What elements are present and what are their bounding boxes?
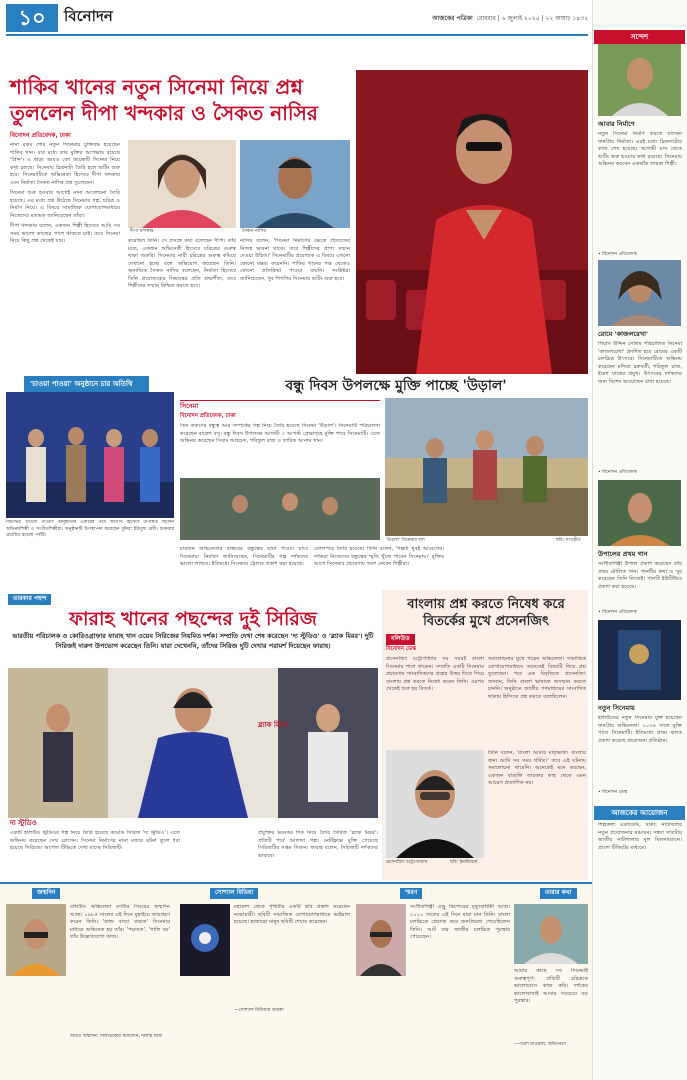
lead-byline: বিনোদন প্রতিবেদক, ঢাকা: [10, 132, 71, 139]
shakib-photo: [356, 70, 588, 374]
urall-credit: ছবি: সংগৃহীত: [556, 538, 581, 543]
dipa-photo: [128, 140, 236, 228]
urall-photo: [385, 398, 588, 536]
prosenjit-caption: প্রসেনজিৎ চট্টোপাধ্যায়: [386, 860, 428, 865]
sidebar-story-1-credit: • বিনোদন প্রতিবেদক: [598, 252, 637, 257]
footer-birthday-text: বলিউড অভিনেতা রণবীর সিংয়ের জন্মদিন আজ। ১৯৮৫ সালের এই দিনে মুম্বাইয়ে জন্মগ্রহণ করেন তিনি। 'ব্যান্ড বাজা বারাত' সিনেমার মাধ্যমে অভিষেক হয় তাঁর। 'পদ্মাবত', 'গালি বয়' তাঁর উল্লেখযোগ্য কাজ।: [70, 904, 170, 941]
sidebar-story-2-credit: • বিনোদন প্রতিবেদক: [598, 470, 637, 475]
urall-caption: 'উড়াল' সিনেমার দৃশ্য: [386, 538, 425, 543]
footer-star-title: তারার কথা: [540, 888, 577, 899]
farah-deck: ভারতীয় পরিচালক ও কোরিওগ্রাফার ফারাহ খান ওয়েব সিরিজের নিয়মিত দর্শক। সম্প্রতি দেখা শেষ করেছেন 'দ্য স্টুডিও' ও 'ব্ল্যাক মিরর'। দুটি সিরিজই দারুণ উপভোগ করেছেন তিনি। যারা দেখেননি, তাঁদের সিরিজ দুটি দেখার পরামর্শ দিয়েছেন ফারাহ।: [12, 632, 374, 650]
prosenjit-byline: বিনোদন ডেস্ক: [386, 646, 417, 652]
lead-body-col3: নাসির বলেন, 'সিনেমা নির্মাণের ক্ষেত্রে প্রত্যেকের নিজস্ব ভাবনা থাকে। তবে শিল্পীদের প্রাপ্য সম্মান দেওয়া উচিত।' সিনেমাটির প্রযোজক এ বিষয়ে এখনো কোনো মন্তব্য করেননি। শাকিব খানের পক্ষ থেকেও কোনো প্রতিক্রিয়া পাওয়া যায়নি। সংশ্লিষ্টরা জানিয়েছেন, খুব শিগগির সিনেমার শুটিং শুরু হবে।: [240, 238, 350, 282]
star-photo: [514, 904, 588, 964]
urall-tag: সিনেমা: [180, 402, 199, 410]
page-number: ১০: [6, 4, 58, 32]
sidebar-story-3-credit: • বিনোদন প্রতিবেদক: [598, 610, 637, 615]
sidebar-photo-3: [598, 480, 681, 546]
footer-memory-title: স্মরণ: [400, 888, 422, 899]
studio-label: দ্য স্টুডিও: [10, 819, 37, 827]
chaowa-photo: [6, 392, 174, 518]
urall-still: [180, 478, 380, 540]
birthday-photo: [6, 904, 66, 976]
urall-col1: তিন তরুণের বন্ধুত্ব আর সম্পর্কের গল্প নিয়ে তৈরি হয়েছে সিনেমা 'উড়াল'। সিনেমাটি পরিচালনা করেছেন রাকেশ বসু। বন্ধু দিবস উপলক্ষে আগামী ৩ আগস্ট প্রেক্ষাগৃহে মুক্তি পাবে সিনেমাটি। এতে অভিনয় করেছেন সিয়াম আহমেদ, শরিফুল রাজ ও তারিক আনাম খান।: [180, 423, 380, 445]
prosenjit-headline: [386, 596, 586, 630]
sidebar-story-4-text: হলিউডের নতুন সিনেমায় যুক্ত হয়েছেন জনপ্রিয় অভিনেতা। ২০২৬ সালে মুক্তি পাবে সিনেমাটি। ইতিমধ্যে প্রথম ঝলক প্রকাশ করেছে প্রযোজনা প্রতিষ্ঠান।: [598, 715, 682, 744]
chaowa-title: 'চাওয়া পাওয়া' অনুষ্ঠানে চার অতিথি: [24, 376, 149, 392]
farah-tag: তারকার পছন্দ: [8, 594, 51, 605]
sidebar-story-4-title: নতুন সিনেমায়: [598, 704, 635, 712]
urall-rule: [180, 400, 380, 401]
dipa-caption: দীপা খন্দকার: [130, 229, 154, 234]
prosenjit-col3: তিনি বলেন, 'বাংলা আমার মাতৃভাষা। বাংলার জন্য আমি সব সময় গর্বিত।' তবে এই ঘটনায় সমালোচনা থামেনি। অনেকেই মনে করছেন, একজন বাঙালি তারকার কাছ থেকে এমন আচরণ প্রত্যাশিত নয়।: [488, 750, 586, 787]
section-title: বিনোদন: [64, 7, 113, 25]
sidebar-story-4-credit: • বিনোদন ডেস্ক: [598, 790, 628, 795]
prosenjit-credit: ছবি: ইনস্টাগ্রাম: [450, 860, 478, 865]
lead-para-2: সিনেমা শুরু হওয়ার আগেই নানা আলোচনা তৈরি হয়েছে। এর মধ্যে প্রশ্ন উঠেছে সিনেমার গল্প, চরিত্র ও নির্মাণ নিয়ে। এ বিষয়ে সামাজিক যোগাযোগমাধ্যমে নিজেদের মতামত জানিয়েছেন তাঁরা।: [10, 190, 120, 219]
footer-memory-text: সংগীতশিল্পী এন্ড্রু কিশোরের মৃত্যুবার্ষিকী আজ। ২০২০ সালের এই দিনে মারা যান তিনি। বাংলা চলচ্চিত্রে প্লেব্যাক করে জনপ্রিয়তা পেয়েছিলেন তিনি। আট বার জাতীয় চলচ্চিত্র পুরস্কার পেয়েছেন।: [410, 904, 510, 941]
lead-headline-line-2: তুললেন দীপা খন্দকার ও সৈকত নাসির: [10, 101, 318, 125]
events-title: আজকের আয়োজন: [594, 806, 685, 820]
paper-name: আজকের পত্রিকা: [432, 15, 473, 22]
prosenjit-tag: বলিউড: [386, 634, 415, 645]
farah-photo: [8, 668, 378, 818]
memory-photo: [356, 904, 406, 976]
lead-headline-line-1: শাকিব খানের নতুন সিনেমা নিয়ে প্রশ্ন: [10, 75, 303, 99]
lead-para-3: দীপা খন্দকার বলেন, একজন শিল্পী হিসেবে আমি সব সময় ভালো কাজের পাশে থাকতে চাই। তবে সিনেমা নিয়ে কিছু প্রশ্ন থেকেই যায়।: [10, 223, 120, 245]
sidebar-photo-1: [598, 44, 681, 116]
date-text: রোববার | ৬ জুলাই ২০২৫ | ২২ আষাঢ় ১৪৩২: [476, 15, 588, 22]
studio-text: একটি হলিউড স্টুডিওর গল্প নিয়ে তৈরি হয়েছে কমেডি সিরিজ 'দ্য স্টুডিও'। এতে অভিনয় করেছেন সেথ রোগেন। সিনেমা নির্মাণের নানা মজার ঘটনা তুলে ধরা হয়েছে সিরিজে। অ্যাপল টিভিতে দেখা যাচ্ছে সিরিজটি।: [10, 830, 180, 852]
prosenjit-col1: প্রসেনজিৎ চট্টোপাধ্যায় সব সময়ই বাংলা সিনেমার পাশে থাকেন। সম্প্রতি একটি সিনেমার প্রচারণায় সাংবাদিকদের প্রশ্নের উত্তর দিতে গিয়ে বাংলায় প্রশ্ন করতে নিষেধ করেন তিনি। এরপর থেকেই শুরু হয় বিতর্ক।: [386, 656, 484, 693]
footer-birthday-credit: আরও জন্মদিন: সিলভেস্টার স্ট্যালোন, দালাই লামা: [70, 1034, 163, 1039]
urall-col2: চারজন অভিনেতার বাস্তবের বন্ধুত্বের ছায়া পাওয়া যাবে সিনেমায়। নির্মাতা জানিয়েছেন, সিনেমাটির গল্প দর্শকদের ভালো লাগবে। ইতিমধ্যে সিনেমার ট্রেলার প্রকাশ করা হয়েছে।: [180, 546, 308, 568]
social-photo: [180, 904, 230, 976]
saikat-photo: [240, 140, 350, 228]
footer-birthday-title: জন্মদিন: [32, 888, 60, 899]
lead-body-col2: করেছিল তিনি। সে প্রসঙ্গে কথা বলেছেন দীপা। তাঁর মতে, একজন অভিনেত্রী হিসেবে চরিত্রের গুরুত্ব থাকা জরুরি। সিনেমায় নারী চরিত্রের গুরুত্ব কমিয়ে দেখানো হচ্ছে বলে অভিযোগ করেছেন তিনি। অন্যদিকে সৈকত নাসির বলেছেন, নির্মাতা হিসেবে তিনি প্রযোজকের সিদ্ধান্তের প্রতি শ্রদ্ধাশীল, তবে শিল্পীদের সম্মান নিশ্চিত করতে হবে।: [128, 238, 236, 290]
sidebar-story-2-text: গিয়াস উদ্দিন সেলিম পরিচালিত সিনেমা 'কাজলরেখা' প্রদর্শিত হবে রোমের একটি চলচ্চিত্র উৎসবে। সিনেমাটিতে অভিনয় করেছেন মন্দিরা চক্রবর্তী, শরিফুল রাজ, ইরেশ যাকের প্রমুখ। উৎসবের দর্শকদের জন্য বিশেষ আয়োজন রাখা হয়েছে।: [598, 341, 682, 385]
sidebar-photo-4: [598, 620, 681, 700]
urall-headline: বন্ধু দিবস উপলক্ষে মুক্তি পাচ্ছে 'উড়াল': [285, 378, 507, 394]
lead-headline: [10, 74, 365, 126]
lead-para-1: নানা রকম শোর নতুন সিনেমার চুক্তিবদ্ধ হয়েছেন শাকিব খান। যার মধ্যে তার মুক্তির অপেক্ষায় রয়েছে 'প্রিন্স'। এ ছাড়া আরও বেশ কয়েকটি সিনেমা নিয়ে কথা চলছে। সিনেমায় চিত্রনাট্য তৈরি হলে শুটিং শুরু হবে। সিনেমাটিতে অভিনেতা হিসেবে দীপা খন্দকার এবং নির্মাতা সৈকত নাসির প্রশ্ন তুলেছেন।: [10, 142, 120, 186]
chaowa-caption: বিটিভির 'চাওয়া পাওয়া' অনুষ্ঠানের এবারের পর্বে অতিথি হিসেবে উপস্থিত ছিলেন অভিনয়শিল্পী ও সংগীতশিল্পীরা। অনুষ্ঠানটি উপস্থাপনা করেছেন মুনিরা ইউসুফ মেমী। শুক্রবার প্রচারিত হয়েছে পর্বটি।: [6, 520, 174, 539]
footer-star-credit: —পরেশ রাওয়াল, অভিনেতা: [514, 1042, 566, 1047]
sidebar-story-2-title: রোমে 'কাজলরেখা': [598, 330, 648, 338]
farah-headline: ফারাহ খানের পছন্দের দুই সিরিজ: [69, 608, 317, 630]
events-text: শিল্পকলা একাডেমি, ঢাকা: নাট্যদলের নতুন প্রযোজনার মঞ্চায়ন। সন্ধ্যা সাতটায় জাতীয় নাট্যশালার মূল মিলনায়তনে। প্রবেশ টিকিটের মাধ্যমে।: [598, 822, 682, 851]
saikat-caption: সৈকত নাসির: [242, 229, 266, 234]
sidebar-story-3-title: উপালের প্রথম গান: [598, 550, 648, 558]
urall-byline: বিনোদন প্রতিবেদক, ঢাকা: [180, 413, 236, 419]
footer-social-title: সোশ্যাল মিডিয়া: [210, 888, 258, 899]
prosenjit-headline-line-2: বিতর্কের মুখে প্রসেনজিৎ: [423, 614, 549, 629]
footer-social-text: মহাকাশ থেকে পৃথিবীর একটি ছবি প্রকাশ করেছেন নভোচারী। ছবিটি সামাজিক যোগাযোগমাধ্যমে ভাইরাল হয়েছে। হাজারো মানুষ ছবিটি শেয়ার করেছেন।: [234, 904, 350, 926]
header-rule: [6, 34, 588, 36]
urall-col3: তোলপাড় তৈরি হয়েছে। তিনি বলেন, 'গল্পটা খুবই আবেগের। দর্শকরা নিজেদের বন্ধুত্বের স্মৃতি খুঁজে পাবেন সিনেমায়।' মুক্তির আগে সিনেমার প্রচারণায় অংশ নেবেন শিল্পীরা।: [314, 546, 444, 568]
sidebar-story-3-text: সংগীতশিল্পী উপাল প্রকাশ করেছেন তাঁর প্রথম মৌলিক গান। গানটির কথা ও সুর করেছেন তিনি নিজেই। গানটি ইউটিউবে প্রকাশ করা হয়েছে।: [598, 561, 682, 590]
sidebar-story-1-title: আবার নির্মাণে: [598, 120, 635, 128]
lead-body-col1: [10, 142, 120, 374]
date-line: [328, 15, 588, 24]
sidebar-story-1-text: নতুন সিনেমা নির্মাণ করতে যাচ্ছেন জনপ্রিয় নির্মাতা। এরই মধ্যে চিত্রনাট্যের কাজ শেষ হয়েছে। আগামী মাস থেকে শুটিং শুরু হওয়ার কথা রয়েছে। সিনেমায় অভিনয় করবেন একঝাঁক তারকা শিল্পী।: [598, 131, 682, 168]
black-mirror-label: ব্ল্যাক মিরর: [258, 721, 288, 729]
sidebar-section: সন্দেশ: [594, 30, 685, 44]
prosenjit-photo: [386, 750, 484, 858]
prosenjit-headline-line-1: বাংলায় প্রশ্ন করতে নিষেধ করে: [407, 597, 565, 612]
sidebar-photo-2: [598, 260, 681, 326]
footer-social-credit: —সোশ্যাল মিডিয়ায় তারকা: [234, 1008, 284, 1013]
footer-star-text: আমার কাছে সব সিনেমাই গুরুত্বপূর্ণ। প্রতিটি চরিত্রকে ভালোবেসে কাজ করি। দর্শকের ভালোবাসাই আমার সবচেয়ে বড় পুরস্কার।: [514, 968, 588, 1005]
prosenjit-col2: সমালোচনার মুখে পড়েন অভিনেতা। সামাজিক যোগাযোগমাধ্যমে অনেকেই বিষয়টি নিয়ে প্রশ্ন তুলেছেন। পরে এক বিবৃতিতে প্রসেনজিৎ জানান, তিনি বাংলা ভাষাকে অসম্মান করতে চাননি। অনুষ্ঠানে জাতীয় গণমাধ্যমের সাংবাদিক থাকায় হিন্দিতে প্রশ্ন করতে বলেছিলেন।: [488, 656, 586, 700]
black-mirror-text: প্রযুক্তির ভয়ংকর দিক নিয়ে তৈরি সিরিজ 'ব্ল্যাক মিরর'। প্রতিটি পর্বে আলাদা গল্প। নেটফ্লিক্সে মুক্তি পেয়েছে সিরিজটির সপ্তম সিজন। ফারাহ বলেন, সিরিজটি দর্শকদের ভাবাবে।: [258, 830, 378, 859]
